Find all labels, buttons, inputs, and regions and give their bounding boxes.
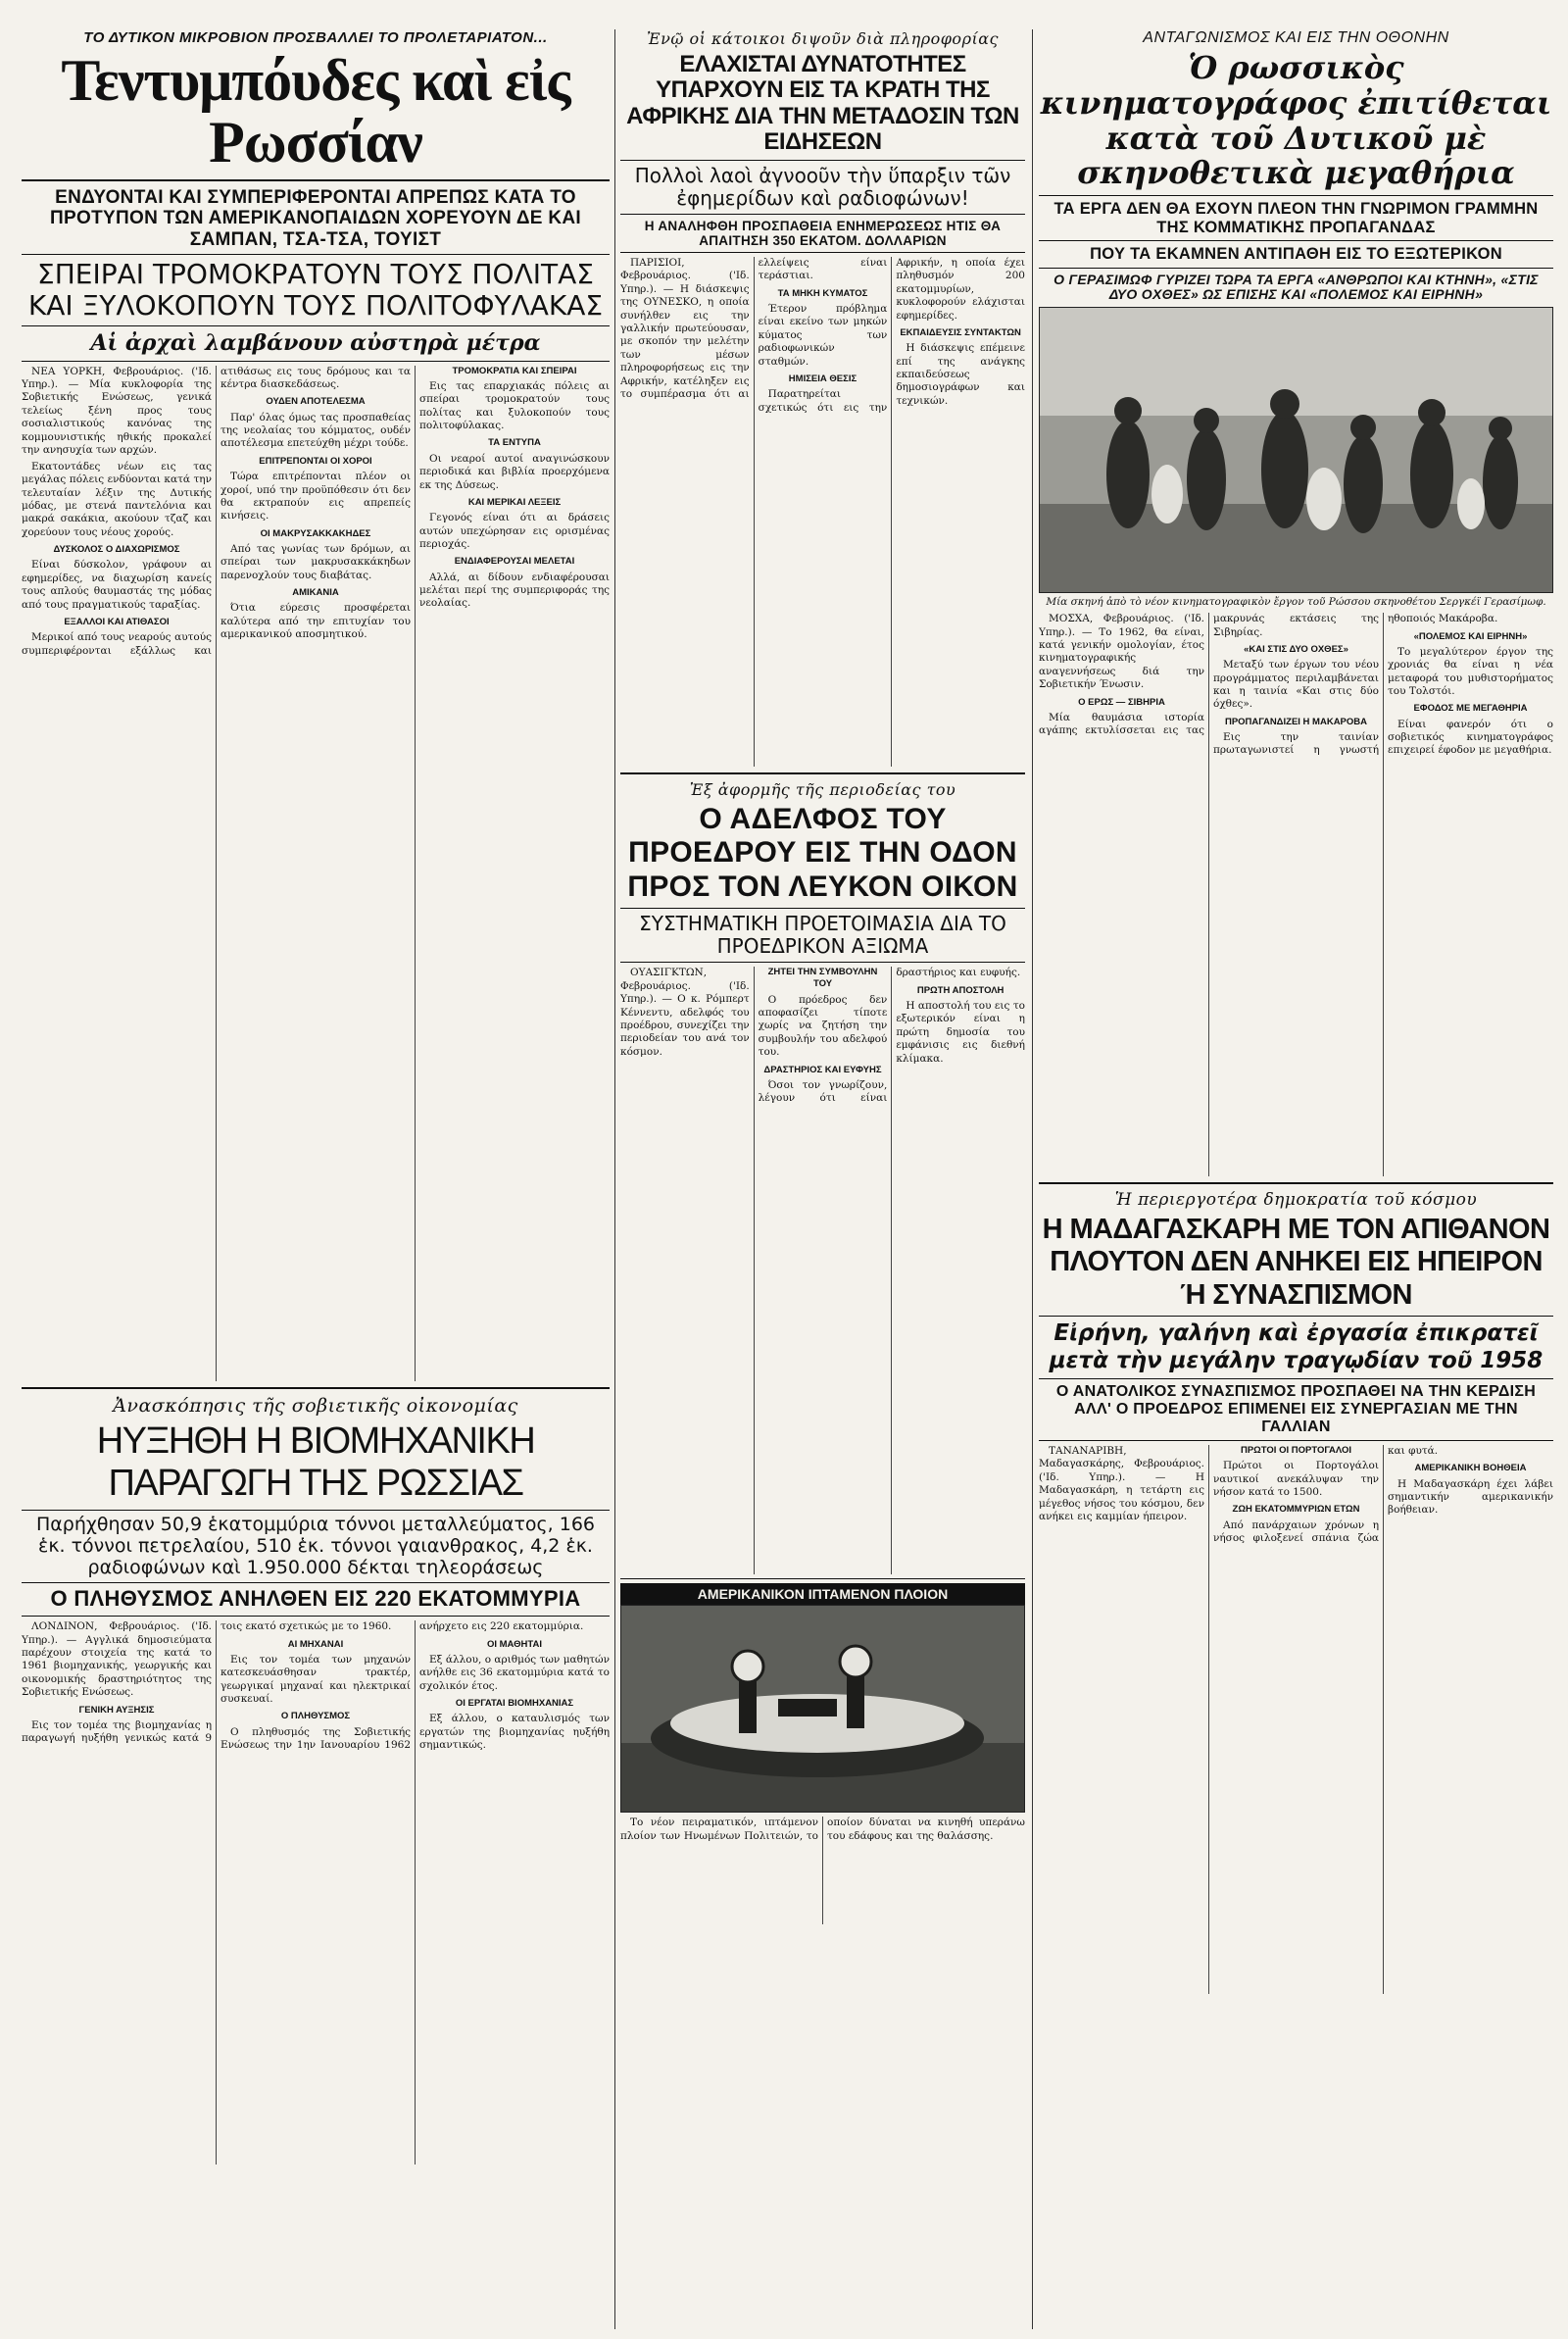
lead-paragraph: ΛΟΝΔΙΝΟΝ, Φεβρουάριος. ('Ιδ. Υπηρ.). — Αγγλικά δημοσιεύματα παρέχουν στοιχεία της κατά το 1961 βιομηχανικής, γεωργικής και οικονομικής δραστηριότητος της Σοβιετικής Ενώσεως. (22, 1620, 212, 1699)
photo-label: ΑΜΕΡΙΚΑΝΙΚΟΝ ΙΠΤΑΜΕΝΟΝ ΠΛΟΙΟΝ (620, 1583, 1025, 1605)
paragraph: Εις τον τομέα των μηχανών κατεσκευάσθησαν τρακτέρ, γεωργικαί μηχαναί και ηλεκτρικαί συσκευαί. (220, 1653, 411, 1705)
section-title: ΟΙ ΜΑΚΡΥΣΑΚΚΑΚΗΔΕΣ (260, 527, 371, 539)
headline: Τεντυμπόυδες καὶ εἰς Ρωσσίαν (61, 48, 570, 174)
section-title: ΑΙ ΜΗΧΑΝΑΙ (287, 1638, 344, 1650)
paragraph: Εις τον τομέα της βιομηχανίας η παραγωγή ηυξήθη γενικώς κατά 9 τοις εκατό σχετικώς με το 1960. (22, 1620, 392, 1745)
headline: Η ΜΑΔΑΓΑΣΚΑΡΗ ΜΕ ΤΟΝ ΑΠΙΘΑΝΟΝ ΠΛΟΥΤΟΝ ΔΕΝ ΑΝΗΚΕΙ ΕΙΣ ΗΠΕΙΡΟΝ Ή ΣΥΝΑΣΠΙΣΜΟΝ (1042, 1214, 1550, 1311)
paragraph: Από πανάρχαιων χρόνων η νήσος φιλοξενεί σπάνια ζώα και φυτά. (1213, 1445, 1439, 1545)
hovercraft-photo (620, 1605, 1025, 1813)
divider (22, 1510, 610, 1511)
section-title: ΕΞΑΛΛΟΙ ΚΑΙ ΑΤΙΘΑΣΟΙ (64, 617, 170, 628)
section-title: ΕΚΠΑΙΔΕΥΣΙΣ ΣΥΝΤΑΚΤΩΝ (900, 326, 1021, 338)
paragraph: Ο πρόεδρος δεν αποφασίζει τίποτε χωρίς να ζητήση την συμβουλήν του αδελφού του. (758, 993, 888, 1059)
section-title: ΕΠΙΤΡΕΠΟΝΤΑΙ ΟΙ ΧΟΡΟΙ (259, 455, 372, 467)
section-title: ΗΜΙΣΕΙΑ ΘΕΣΙΣ (788, 373, 858, 384)
headline: ΗΥΞΗΘΗ Η ΒΙΟΜΗΧΑΝΙΚΗ ΠΑΡΑΓΩΓΗ ΤΗΣ ΡΩΣΣΙΑΣ (96, 1419, 535, 1505)
lead-paragraph: ΤΑΝΑΝΑΡΙΒΗ, Μαδαγασκάρης, Φεβρουάριος. ('Ιδ. Υπηρ.). — Η Μαδαγασκάρη, η τετάρτη εις μέγεθος νήσος του κόσμου, δεν ανήκει εις καμμίαν ήπειρον. (1039, 1445, 1204, 1523)
film-scene-photo (1039, 307, 1553, 593)
photo-caption: Μία σκηνή ἀπὸ τὸ νέον κινηματογραφικὸν ἔργον τοῦ Ρώσσου σκηνοθέτου Σεργκέϊ Γερασίμωφ. (1046, 596, 1546, 609)
hovercraft-illustration (621, 1606, 1025, 1812)
divider (620, 962, 1025, 963)
divider (22, 1387, 610, 1389)
section-title: ΤΑ ΜΗΚΗ ΚΥΜΑΤΟΣ (777, 287, 868, 299)
article-soviet-economy (22, 1395, 610, 2165)
lead-paragraph: ΜΟΣΧΑ, Φεβρουάριος. ('Ιδ. Υπηρ.). — Το 1962, θα είναι, κατά γενικήν ομολογίαν, έτος κινηματογραφικής αναγεννήσεως διά την Σοβιετικήν Ένωσιν. (1039, 613, 1204, 691)
kicker: Ἐξ ἀφορμῆς τῆς περιοδείας του (689, 779, 956, 799)
paragraph: Όσοι τον γνωρίζουν, λέγουν ότι είναι δραστήριος και ευφυής. (758, 967, 1021, 1105)
section-title: ΖΩΗ ΕΚΑΤΟΜΜΥΡΙΩΝ ΕΤΩΝ (1232, 1504, 1360, 1516)
paragraph: Το μεγαλύτερον έργον της χρονιάς θα είναι η νέα μεταφορά του μυθιστορήματος του Τολστόι. (1388, 645, 1553, 697)
subhead: Ο ΑΝΑΤΟΛΙΚΟΣ ΣΥΝΑΣΠΙΣΜΟΣ ΠΡΟΣΠΑΘΕΙ ΝΑ ΤΗΝ ΚΕΡΔΙΣΗ ΑΛΛ' Ο ΠΡΟΕΔΡΟΣ ΕΠΙΜΕΝΕΙ ΕΙΣ ΣΥΝΕΡΓΑΣΙΑΝ ΜΕ ΤΗΝ ΓΑΛΛΙΑΝ (1055, 1383, 1537, 1436)
subhead: ΠΟΥ ΤΑ ΕΚΑΜΝΕΝ ΑΝΤΙΠΑΘΗ ΕΙΣ ΤΟ ΕΞΩΤΕΡΙΚΟΝ (1090, 245, 1502, 264)
divider (1039, 268, 1553, 269)
section-title: «ΠΟΛΕΜΟΣ ΚΑΙ ΕΙΡΗΝΗ» (1413, 630, 1528, 642)
subhead: ΣΠΕΙΡΑΙ ΤΡΟΜΟΚΡΑΤΟΥΝ ΤΟΥΣ ΠΟΛΙΤΑΣ ΚΑΙ ΞΥΛΟΚΟΠΟΥΝ ΤΟΥΣ ΠΟΛΙΤΟΦΥΛΑΚΑΣ (27, 257, 604, 322)
section-title: ΕΝΔΙΑΦΕΡΟΥΣΑΙ ΜΕΛΕΤΑΙ (454, 556, 575, 568)
divider (620, 772, 1025, 774)
section-title: ΠΡΩΤΗ ΑΠΟΣΤΟΛΗ (916, 984, 1004, 996)
paragraph: Αλλά, αι δίδουν ενδιαφέρουσαι μελέται περί της συμπεριφοράς της νεολαίας. (419, 571, 610, 610)
paragraph: Μερικοί από τους νεαρούς αυτούς συμπεριφέρονται εξάλλως και ατιθάσως εις τους δρόμους και τα κέντρα διασκεδάσεως. (22, 365, 411, 657)
paragraph: Γεγονός είναι ότι αι δράσεις αυτών υπεχώρησαν εις ορισμένας περιοχάς. (419, 512, 610, 550)
subhead: Ο ΓΕΡΑΣΙΜΩΦ ΓΥΡΙΖΕΙ ΤΩΡΑ ΤΑ ΕΡΓΑ «ΑΝΘΡΩΠΟΙ ΚΑΙ ΚΤΗΝΗ», «ΣΤΙΣ ΔΥΟ ΟΧΘΕΣ» ΩΣ ΕΠΙΣΗΣ ΚΑΙ «ΠΟΛΕΜΟΣ ΚΑΙ ΕΙΡΗΝΗ» (1054, 271, 1539, 303)
column-divider (1032, 29, 1033, 2329)
divider (620, 1578, 1025, 1579)
kicker: ΤΟ ΔΥΤΙΚΟΝ ΜΙΚΡΟΒΙΟΝ ΠΡΟΣΒΑΛΛΕΙ ΤΟ ΠΡΟΛΕΤΑΡΙΑΤΟΝ... (83, 29, 548, 46)
paragraph: Παρ' όλας όμως τας προσπαθείας της νεολαίας του κόμματος, ουδέν αποτέλεσμα επετεύχθη μέχρι τούδε. (220, 411, 411, 450)
section-title: ΤΑ ΕΝΤΥΠΑ (488, 437, 541, 449)
kicker: Ἐνῷ οἱ κάτοικοι διψοῦν διὰ πληροφορίας (646, 29, 1000, 48)
subhead: Παρήχθησαν 50,9 ἑκατομμύρια τόννοι μεταλλεύματος, 166 ἑκ. τόννοι πετρελαίου, 510 ἑκ. τόννοι γαιανθρακος, 4,2 ἑκ. ραδιοφώνων καὶ 1.950.000 δέκται τηλεοράσεως (35, 1513, 596, 1578)
section-title: ΖΗΤΕΙ ΤΗΝ ΣΥΜΒΟΥΛΗΝ ΤΟΥ (767, 967, 878, 990)
article-kennedy-brother (620, 780, 1025, 1575)
subhead: Πολλοὶ λαοὶ ἀγνοοῦν τὴν ὕπαρξιν τῶν ἐφημερίδων καὶ ραδιοφώνων! (634, 163, 1011, 210)
paragraph: Από τας γωνίας των δρόμων, αι σπείραι των μακρυσακκάκηδων παρενοχλούν τους διαβάτας. (220, 542, 411, 581)
section-title: ΔΥΣΚΟΛΟΣ Ο ΔΙΑΧΩΡΙΣΜΟΣ (53, 544, 180, 556)
divider (22, 1616, 610, 1617)
section-title: ΑΜΕΡΙΚΑΝΙΚΗ ΒΟΗΘΕΙΑ (1414, 1463, 1527, 1474)
divider (1039, 1316, 1553, 1317)
subhead: Εἰρήνη, γαλήνη καὶ ἐργασία ἐπικρατεῖ μετὰ τὴν μεγάλην τραγῳδίαν τοῦ 1958 (1049, 1320, 1544, 1373)
headline: Ὁ ρωσσικὸς κινηματογράφος ἐπιτίθεται κατὰ τοῦ Δυτικοῦ μὲ σκηνοθετικὰ μεγαθήρια (1040, 49, 1552, 192)
divider (22, 254, 610, 255)
divider (22, 361, 610, 362)
article-teddy-boys (22, 29, 610, 2165)
subhead: ΕΝΔΥΟΝΤΑΙ ΚΑΙ ΣΥΜΠΕΡΙΦΕΡΟΝΤΑΙ ΑΠΡΕΠΩΣ ΚΑΤΑ ΤΟ ΠΡΟΤΥΠΟΝ ΤΩΝ ΑΜΕΡΙΚΑΝΟΠΑΙΔΩΝ ΧΟΡΕΥΟΥΝ ΔΕ ΚΑΙ ΣΑΜΠΑΝ, ΤΣΑ-ΤΣΑ, ΤΟΥΙΣΤ (50, 187, 581, 250)
divider (1039, 195, 1553, 196)
paragraph: Παρατηρείται σχετικώς ότι εις την Αφρικήν, η οποία έχει πληθυσμόν 200 εκατομμυρίων, κυκλοφορούν ελάχισται εφημερίδες. (758, 256, 1025, 414)
paragraph: Εξ άλλου, ο καταυλισμός των εργατών της βιομηχανίας ηυξήθη σημαντικώς. (419, 1713, 610, 1752)
paragraph: Έτερον πρόβλημα είναι εκείνο των μηκών κύματος των ραδιοφωνικών σταθμών. (758, 302, 888, 368)
lead-paragraph: ΟΥΑΣΙΓΚΤΩΝ, Φεβρουάριος. ('Ιδ. Υπηρ.). — Ο κ. Ρόμπερτ Κέννεντυ, αδελφός του προέδρου, συνεχίζει την περιοδείαν του ανά τον κόσμον. (620, 967, 750, 1058)
paragraph: Είναι δύσκολον, γράφουν αι εφημερίδες, να διαχωρίση κανείς τους απλούς θαυμαστάς της μόδας από τους πραγματικούς ταραξίας. (22, 559, 212, 611)
divider (22, 1582, 610, 1583)
paragraph: Εις τας επαρχιακάς πόλεις αι σπείραι τρομοκρατούν τους πολίτας και ξυλοκοπούν τους πολιτοφύλακας. (419, 379, 610, 432)
subhead: ΤΑ ΕΡΓΑ ΔΕΝ ΘΑ ΕΧΟΥΝ ΠΛΕΟΝ ΤΗΝ ΓΝΩΡΙΜΟΝ ΓΡΑΜΜΗΝ ΤΗΣ ΚΟΜΜΑΤΙΚΗΣ ΠΡΟΠΑΓΑΝΔΑΣ (1054, 200, 1539, 236)
photo-caption (620, 1816, 1025, 1924)
section-title: ΠΡΩΤΟΙ ΟΙ ΠΟΡΤΟΓΑΛΟΙ (1240, 1445, 1352, 1456)
section-title: ΟΙ ΜΑΘΗΤΑΙ (486, 1638, 543, 1650)
paragraph: Οι νεαροί αυτοί αναγινώσκουν περιοδικά και βιβλία προερχόμενα εκ της Δύσεως. (419, 452, 610, 491)
section-title: ΟΙ ΕΡΓΑΤΑΙ ΒΙΟΜΗΧΑΝΙΑΣ (455, 1698, 574, 1709)
divider (22, 179, 610, 181)
paragraph: Μία θαυμάσια ιστορία αγάπης εκτυλίσσεται εις τας μακρυνάς εκτάσεις της Σιβηρίας. (1039, 613, 1379, 737)
film-scene-illustration (1040, 308, 1553, 592)
lead-paragraph: ΠΑΡΙΣΙΟΙ, Φεβρουάριος. ('Ιδ. Υπηρ.). — Η διάσκεψις της ΟΥΝΕΣΚΟ, η οποία συνήλθεν εις την γαλλικήν πρωτεύουσαν, με σκοπόν την μελέτην των μέσων πληροφορήσεως εις την Αφρικήν, κατέληξεν εις το συμπέρασμα ότι αι ελλείψεις είναι τεράστιαι. (620, 256, 888, 401)
section-title: Ο ΠΛΗΘΥΣΜΟΣ (280, 1711, 351, 1722)
paragraph: Εις την ταινίαν πρωταγωνιστεί η γνωστή ηθοποιός Μακάροβα. (1213, 613, 1498, 757)
paragraph: Εκατοντάδες νέων εις τας μεγάλας πόλεις ενδύονται κατά την τελευταίαν λέξιν της Δυτικής μόδας, με στενά παντελόνια και μακρά σακάκια, ακούουν τζαζ και χορεύουν τους νέους χορούς. (22, 460, 212, 538)
article-body (1039, 613, 1553, 1176)
divider (1039, 1440, 1553, 1441)
paragraph: Πρώτοι οι Πορτογάλοι ναυτικοί ανεκάλυψαν την νήσον κατά το 1500. (1213, 1460, 1379, 1499)
column-divider (614, 29, 615, 2329)
paragraph: Εξ άλλου, ο αριθμός των μαθητών ανήλθε εις 36 εκατομμύρια κατά το σχολικόν έτος. (419, 1653, 610, 1692)
divider (620, 160, 1025, 161)
paragraph: Η Μαδαγασκάρη έχει λάβει σημαντικήν αμερικανικήν βοήθειαν. (1388, 1477, 1553, 1517)
paragraph: Τώρα επιτρέπονται πλέον οι χοροί, υπό την προϋπόθεσιν ότι δεν θα εκτραπούν εις απρεπείς κινήσεις. (220, 471, 411, 523)
paragraph: Η διάσκεψις επέμεινε επί της ανάγκης εκπαιδεύσεως δημοσιογράφων και τεχνικών. (896, 342, 1025, 407)
article-body (1039, 1445, 1553, 1994)
section-title: ΤΡΟΜΟΚΡΑΤΙΑ ΚΑΙ ΣΠΕΙΡΑΙ (452, 365, 577, 376)
divider (1039, 1378, 1553, 1379)
caption-text: Το νέον πειραματικόν, ιπτάμενον πλοίον των Ηνωμένων Πολιτειών, το οποίον δύναται να κινηθή υπεράνω του εδάφους και της θαλάσσης. (620, 1816, 1025, 1842)
section-title: ΟΥΔΕΝ ΑΠΟΤΕΛΕΣΜΑ (266, 396, 366, 408)
section-title: Ο ΕΡΩΣ — ΣΙΒΗΡΙΑ (1078, 696, 1165, 708)
paragraph: Ότια εύρεσις προσφέρεται καλύτερα από την επιτυχίαν του αμερικανικού αποσμητικού. (220, 602, 411, 641)
subhead-bar: Ο ΠΛΗΘΥΣΜΟΣ ΑΝΗΛΘΕΝ ΕΙΣ 220 ΕΚΑΤΟΜΜΥΡΙΑ (50, 1586, 581, 1612)
paragraph: Είναι φανερόν ότι ο σοβιετικός κινηματογράφος επιχειρεί έφοδον με μεγαθήρια. (1388, 718, 1553, 757)
subhead: Αἱ ἀρχαὶ λαμβάνουν αὐστηρὰ μέτρα (90, 330, 541, 357)
headline: ΕΛΑΧΙΣΤΑΙ ΔΥΝΑΤΟΤΗΤΕΣ ΥΠΑΡΧΟΥΝ ΕΙΣ ΤΑ ΚΡΑΤΗ ΤΗΣ ΑΦΡΙΚΗΣ ΔΙΑ ΤΗΝ ΜΕΤΑΔΟΣΙΝ ΤΩΝ ΕΙΔΗΣΕΩΝ (626, 51, 1019, 156)
kicker: Ἀνασκόπησις τῆς σοβιετικῆς οἰκονομίας (113, 1394, 518, 1417)
section-title: ΔΡΑΣΤΗΡΙΟΣ ΚΑΙ ΕΥΦΥΗΣ (763, 1064, 882, 1075)
divider (22, 325, 610, 326)
section-title: «ΚΑΙ ΣΤΙΣ ΔΥΟ ΟΧΘΕΣ» (1244, 643, 1348, 655)
divider (1039, 240, 1553, 241)
article-soviet-cinema (1039, 29, 1553, 1994)
subhead: ΣΥΣΤΗΜΑΤΙΚΗ ΠΡΟΕΤΟΙΜΑΣΙΑ ΔΙΑ ΤΟ ΠΡΟΕΔΡΙΚΟΝ ΑΞΙΩΜΑ (639, 912, 1006, 959)
article-body (22, 366, 610, 1381)
kicker: ΑΝΤΑΓΩΝΙΣΜΟΣ ΚΑΙ ΕΙΣ ΤΗΝ ΟΘΟΝΗΝ (1143, 29, 1449, 46)
divider (620, 908, 1025, 909)
article-madagascar (1039, 1190, 1553, 1994)
paragraph: Ο πληθυσμός της Σοβιετικής Ενώσεως την 1ην Ιανουαρίου 1962 ανήρχετο εις 220 εκατομμύρια. (220, 1620, 584, 1752)
section-title: ΚΑΙ ΜΕΡΙΚΑΙ ΛΕΞΕΙΣ (467, 496, 562, 508)
divider (620, 252, 1025, 253)
kicker: Ἡ περιεργοτέρα δημοκρατία τοῦ κόσμου (1114, 1190, 1478, 1211)
lead-paragraph: ΝΕΑ ΥΟΡΚΗ, Φεβρουάριος. ('Ιδ. Υπηρ.). — Μία κυκλοφορία της Σοβιετικής Ενώσεως, γενικά τελείως ξένη προς τους σοσιαλιστικούς κανόνας της κομμουνιστικής ηθικής προκαλεί την ανησυχία των αρχών. (22, 365, 212, 457)
article-body (620, 967, 1025, 1574)
article-body (22, 1620, 610, 2165)
section-title: ΑΜΙΚΑΝΙΑ (292, 587, 339, 599)
section-title: ΕΦΟΔΟΣ ΜΕ ΜΕΓΑΘΗΡΙΑ (1413, 703, 1528, 715)
article-body (620, 257, 1025, 767)
headline: Ο ΑΔΕΛΦΟΣ ΤΟΥ ΠΡΟΕΔΡΟΥ ΕΙΣ ΤΗΝ ΟΔΟΝ ΠΡΟΣ ΤΟΝ ΛΕΥΚΟΝ ΟΙΚΟΝ (627, 802, 1018, 903)
paragraph: Μεταξύ των έργων του νέου προγράμματος περιλαμβάνεται και η ταινία «Και στις δύο όχθες». (1213, 659, 1379, 711)
divider (1039, 1182, 1553, 1184)
article-africa-news (620, 29, 1025, 1924)
divider (620, 214, 1025, 215)
section-title: ΠΡΟΠΑΓΑΝΔΙΖΕΙ Η ΜΑΚΑΡΟΒΑ (1224, 716, 1368, 727)
subhead: Η ΑΝΑΛΗΦΘΗ ΠΡΟΣΠΑΘΕΙΑ ΕΝΗΜΕΡΩΣΕΩΣ ΗΤΙΣ ΘΑ ΑΠΑΙΤΗΣΗ 350 ΕΚΑΤΟΜ. ΔΟΛΛΑΡΙΩΝ (644, 218, 1002, 248)
paragraph: Η αποστολή του εις το εξωτερικόν είναι η πρώτη δημοσία του εμφάνισις εις διεθνή κλίμακα. (896, 999, 1025, 1065)
section-title: ΓΕΝΙΚΗ ΑΥΞΗΣΙΣ (78, 1704, 155, 1716)
